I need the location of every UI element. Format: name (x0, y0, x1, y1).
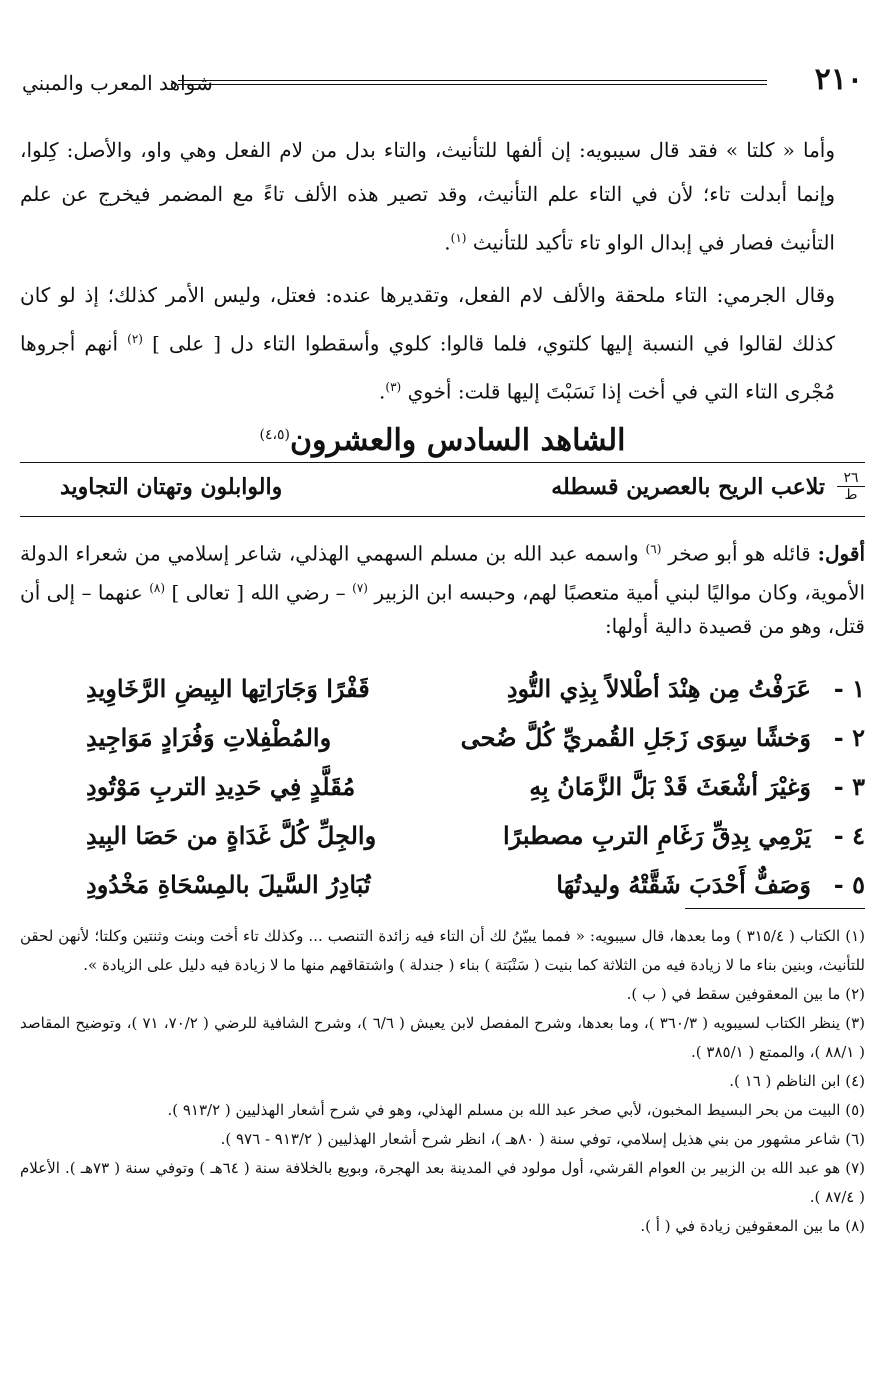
hemistich-second: والوابلون وتهتان التجاويد (60, 474, 283, 500)
footnote-ref: (٢) (127, 331, 143, 346)
footnotes (20, 922, 865, 1241)
page-number: ٢١٠ (814, 62, 863, 97)
footnote-ref: (٦) (645, 542, 662, 556)
intro-text: واسمه عبد الله بن مسلم السهمي الهذلي، شاعر إسلامي من شعراء الدولة الأموية، وكان مواليًا لبني أمية متعصبًا لهم، وحبسه ابن الزبير (20, 541, 866, 605)
footnote-ref: (١) (450, 231, 467, 245)
verse-number: ١ - (833, 674, 865, 703)
footnote: (٢) ما بين المعقوفين سقط في ( ب ). (626, 985, 865, 1003)
hemistich-second: والمُطْفِلاتِ وَفُرَادٍ مَوَاجِيدِ (86, 723, 332, 752)
section-heading (0, 410, 885, 466)
header-rule (178, 80, 767, 85)
section-title: الشاهد السادس والعشرون (290, 423, 626, 458)
footnote-separator (685, 908, 865, 909)
witness-number-top: ٢٦ (843, 470, 859, 486)
verse-number: ٢ - (833, 723, 865, 752)
verse-line (20, 815, 865, 864)
poem (20, 668, 865, 913)
paragraph-text: وقال الجرمي: التاء ملحقة والألف لام الفعل، وتقديرها عنده: فعتل، وليس الأمر كذلك؛ إذ لو كان كذلك لقالوا في النسبة إليها كلتوي، فلما قالوا: كلوي وأسقطوا التاء دل [ على ] (20, 282, 836, 356)
footnote: (٧) هو عبد الله بن الزبير بن العوام القرشي، أول مولود في المدينة بعد الهجرة، وبويع بالخلافة سنة ( ٦٤هـ ) وتوفي سنة ( ٧٣هـ ). الأعلام ( ٨٧/٤ ). (20, 1159, 865, 1206)
running-header (18, 62, 867, 102)
intro-lead: أقول: (817, 541, 866, 566)
witness-number (837, 470, 865, 503)
hemistich-second: مُقَلَّدٍ فِي حَدِيدِ التربِ مَوْتُودِ (86, 772, 356, 801)
witness-number-bottom: ط (837, 486, 865, 503)
paragraph-text: وأما « كلتا » فقد قال سيبويه: إن ألفها للتأنيث، والتاء بدل من لام الفعل وهي واو، والأصل: كِلوا، وإنما أبدلت تاء؛ لأن في التاء علم التأنيث، وقد تصير هذه الألف تاءً مع المضمر فيخرج عن علم التأنيث فصار في إبدال الواو تاء تأكيد للتأنيث (20, 138, 836, 255)
verse-line (20, 766, 865, 815)
hemistich-first: يَرْمِي بِدِقِّ رَغَامِ التربِ مصطبرًا (503, 821, 811, 850)
hemistich-first: وَخشًا سِوَى زَجَلِ القُمريِّ كُلَّ ضُحى (460, 723, 811, 752)
intro-text: – رضي الله [ تعالى ] (171, 580, 346, 605)
verse-line (20, 864, 865, 913)
verse-line (20, 668, 865, 717)
footnote: (٤) ابن الناظم ( ١٦ ). (729, 1072, 865, 1090)
hemistich-second: قَفْرًا وَجَارَاتِها البِيضِ الرَّخَاوِيدِ (86, 674, 370, 703)
paragraph-text: أنهم أجروها مُجْرى التاء التي في أخت إذا نَسَبْتَ إليها قلت: أخوي (20, 331, 835, 404)
witness-verse (20, 470, 865, 510)
intro-text: قائله هو أبو صخر (668, 541, 811, 566)
verse-number: ٥ - (833, 870, 865, 899)
witness-top-rule (20, 462, 865, 463)
main-text (20, 128, 865, 414)
intro-text: عنهما – إلى أن قتل، وهو من قصيدة دالية أولها: (20, 580, 865, 639)
hemistich-second: تُبَادِرُ السَّيلَ بالمِسْحَاةِ مَخْدُودِ (86, 870, 371, 899)
verse-line (20, 717, 865, 766)
verse-number: ٣ - (833, 772, 865, 801)
footnote: (٥) البيت من بحر البسيط المخبون، لأبي صخر عبد الله بن مسلم الهذلي، وهو في شرح أشعار الهذليين ( ٩١٣/٢ ). (167, 1101, 865, 1119)
witness-bottom-rule (20, 516, 865, 517)
hemistich-first: تلاعب الريح بالعصرين قسطله (551, 474, 825, 500)
hemistich-first: وَصَفٌّ أَحْدَبَ شَقَّتْهُ وليدتُهَا (556, 870, 811, 899)
footnote-ref: (٨) (149, 580, 166, 595)
footnote-ref: (٤،٥) (259, 427, 291, 443)
footnote-ref: (٣) (385, 380, 402, 395)
running-title: شواهد المعرب والمبني (22, 71, 213, 95)
intro-paragraph (20, 532, 865, 643)
footnote: (٨) ما بين المعقوفين زيادة في ( أ ). (640, 1217, 865, 1235)
footnote: (١) الكتاب ( ٣١٥/٤ ) وما بعدها، قال سيبويه: « فمما يبيّنُ لك أن التاء فيه زائدة التنصب ... وكذلك تاء أخت وبنت وثنتين وكلتا؛ لأنهن لحقن للتأنيث، وبنين بناء ما لا زيادة فيه من الثلاثة كما بنيت ( سَنْبَتة ) بناء ( جندلة ) واشتقاقهم منها ما لا زيادة فيه دليل على الزيادة ». (20, 927, 865, 974)
verse-number: ٤ - (833, 821, 865, 850)
hemistich-first: عَرَفْتُ مِن هِنْدَ أطْلالاً بِذِي التُّودِ (506, 674, 811, 703)
hemistich-second: والجِلِّ كُلَّ غَدَاةٍ من حَصَا البِيدِ (86, 821, 377, 850)
paragraph-kilta: وأما « كلتا » فقد قال سيبويه: إن ألفها للتأنيث، والتاء بدل من لام الفعل وهي واو، والأصل: كِلوا، وإنما أبدلت تاء؛ لأن في التاء علم التأنيث، وقد تصير هذه الألف تاءً مع المضمر فيخرج عن علم التأنيث فصار في إبدال الواو تاء تأكيد للتأنيث $^{(١)}$. (20, 138, 836, 255)
footnote: (٣) ينظر الكتاب لسيبويه ( ٣٦٠/٣ )، وما بعدها، وشرح المفصل لابن يعيش ( ٦/٦ )، وشرح الشافية للرضي ( ٧٠/٢، ٧١ )، وتوضيح المقاصد ( ٨٨/١ )، والممتع ( ٣٨٥/١ ). (20, 1014, 865, 1061)
footnote: (٦) شاعر مشهور من بني هذيل إسلامي، توفي سنة ( ٨٠هـ )، انظر شرح أشعار الهذليين ( ٩١٣/٢ - ٩٧٦ ). (220, 1130, 865, 1148)
footnote-ref: (٧) (352, 580, 368, 595)
hemistich-first: وَغيْرَ أشْعَثَ قَدْ بَلَّ الزَّمَانُ بِهِ (529, 772, 811, 801)
paragraph-jarmi: وقال الجرمي: التاء ملحقة والألف لام الفعل، وتقديرها عنده: فعتل، وليس الأمر كذلك؛ إذ لو كان كذلك لقالوا في النسبة إليها كلتوي، فلما قالوا: كلوي وأسقطوا التاء دل [ على ] $^{(٢)}$ أنهم أجروها مُجْرى التاء التي في أخت إذا نَسَبْتَ إليها قلت: أخوي $^{(٣)}$. (20, 282, 836, 404)
